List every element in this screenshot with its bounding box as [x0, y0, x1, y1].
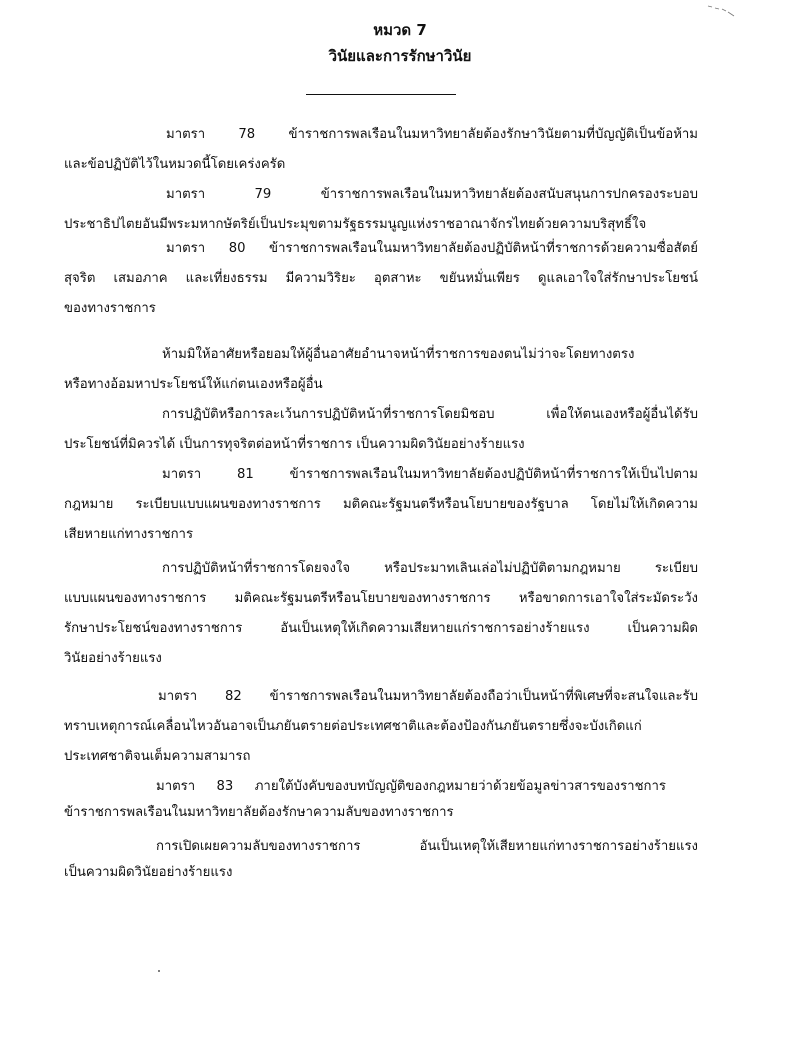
- section-78-line-2: และข้อปฏิบัติไว้ในหมวดนี้โดยเคร่งครัด: [64, 157, 286, 172]
- section-80-para3-line-1: การปฏิบัติหรือการละเว้นการปฏิบัติหน้าที่ราชการโดยมิชอบ เพื่อให้ตนเองหรือผู้อื่นได้รับ: [162, 407, 698, 422]
- section-81-line-2: กฎหมาย ระเบียบแบบแผนของทางราชการ มติคณะรัฐมนตรีหรือนโยบายของรัฐบาล โดยไม่ให้เกิดความ: [64, 497, 698, 512]
- section-83-line-1: มาตรา 83 ภายใต้บังคับของบทบัญญัติของกฎหมายว่าด้วยข้อมูลข่าวสารของราชการ: [156, 779, 666, 794]
- section-80-para2-line-1: ห้ามมิให้อาศัยหรือยอมให้ผู้อื่นอาศัยอำนาจหน้าที่ราชการของตนไม่ว่าจะโดยทางตรง: [162, 347, 635, 362]
- section-80-line-3: ของทางราชการ: [64, 301, 156, 316]
- title-divider: [306, 94, 456, 95]
- section-82-line-1: มาตรา 82 ข้าราชการพลเรือนในมหาวิทยาลัยต้องถือว่าเป็นหน้าที่พิเศษที่จะสนใจและรับ: [158, 689, 698, 704]
- scan-mark: [706, 2, 736, 16]
- section-83-para2-line-1: การเปิดเผยความลับของทางราชการ อันเป็นเหตุให้เสียหายแก่ทางราชการอย่างร้ายแรง: [156, 839, 698, 854]
- section-80-line-1: มาตรา 80 ข้าราชการพลเรือนในมหาวิทยาลัยต้องปฏิบัติหน้าที่ราชการด้วยความซื่อสัตย์: [166, 241, 698, 256]
- section-81-para2-line-2: แบบแผนของทางราชการ มติคณะรัฐมนตรีหรือนโยบายของทางราชการ หรือขาดการเอาใจใส่ระมัดระวัง: [64, 591, 698, 606]
- chapter-title: วินัยและการรักษาวินัย: [328, 47, 472, 65]
- section-81-line-3: เสียหายแก่ทางราชการ: [64, 527, 194, 542]
- section-80-line-2: สุจริต เสมอภาค และเที่ยงธรรม มีความวิริยะ อุตสาหะ ขยันหมั่นเพียร ดูแลเอาใจใส่รักษาประโยชน์: [64, 271, 698, 286]
- section-82-line-3: ประเทศชาติจนเต็มความสามารถ: [64, 749, 251, 764]
- section-81-line-1: มาตรา 81 ข้าราชการพลเรือนในมหาวิทยาลัยต้องปฏิบัติหน้าที่ราชการให้เป็นไปตาม: [162, 467, 698, 482]
- section-78-line-1: มาตรา 78 ข้าราชการพลเรือนในมหาวิทยาลัยต้องรักษาวินัยตามที่บัญญัติเป็นข้อห้าม: [166, 127, 698, 142]
- section-82-line-2: ทราบเหตุการณ์เคลื่อนไหวอันอาจเป็นภยันตรายต่อประเทศชาติและต้องป้องกันภยันตรายซึ่งจะบังเกิดแก่: [64, 719, 642, 734]
- chapter-heading: หมวด 7: [373, 21, 427, 39]
- section-81-para2-line-1: การปฏิบัติหน้าที่ราชการโดยจงใจ หรือประมาทเลินเล่อไม่ปฏิบัติตามกฎหมาย ระเบียบ: [162, 561, 698, 576]
- section-79-line-1: มาตรา 79 ข้าราชการพลเรือนในมหาวิทยาลัยต้องสนับสนุนการปกครองระบอบ: [166, 187, 698, 202]
- section-80-para3-line-2: ประโยชน์ที่มิควรได้ เป็นการทุจริตต่อหน้าที่ราชการ เป็นความผิดวินัยอย่างร้ายแรง: [64, 437, 525, 452]
- section-83-para2-line-2: เป็นความผิดวินัยอย่างร้ายแรง: [64, 865, 233, 880]
- section-80-para2-line-2: หรือทางอ้อมหาประโยชน์ให้แก่ตนเองหรือผู้อื่น: [64, 377, 323, 392]
- section-81-para2-line-3: รักษาประโยชน์ของทางราชการ อันเป็นเหตุให้เกิดความเสียหายแก่ราชการอย่างร้ายแรง เป็นความผิด: [64, 621, 698, 636]
- section-83-line-2: ข้าราชการพลเรือนในมหาวิทยาลัยต้องรักษาความลับของทางราชการ: [64, 805, 454, 820]
- section-79-line-2: ประชาธิปไตยอันมีพระมหากษัตริย์เป็นประมุขตามรัฐธรรมนูญแห่งราชอาณาจักรไทยด้วยความบริสุทธิ์ใจ: [64, 217, 647, 232]
- scan-speck: [158, 970, 160, 972]
- section-81-para2-line-4: วินัยอย่างร้ายแรง: [64, 651, 162, 666]
